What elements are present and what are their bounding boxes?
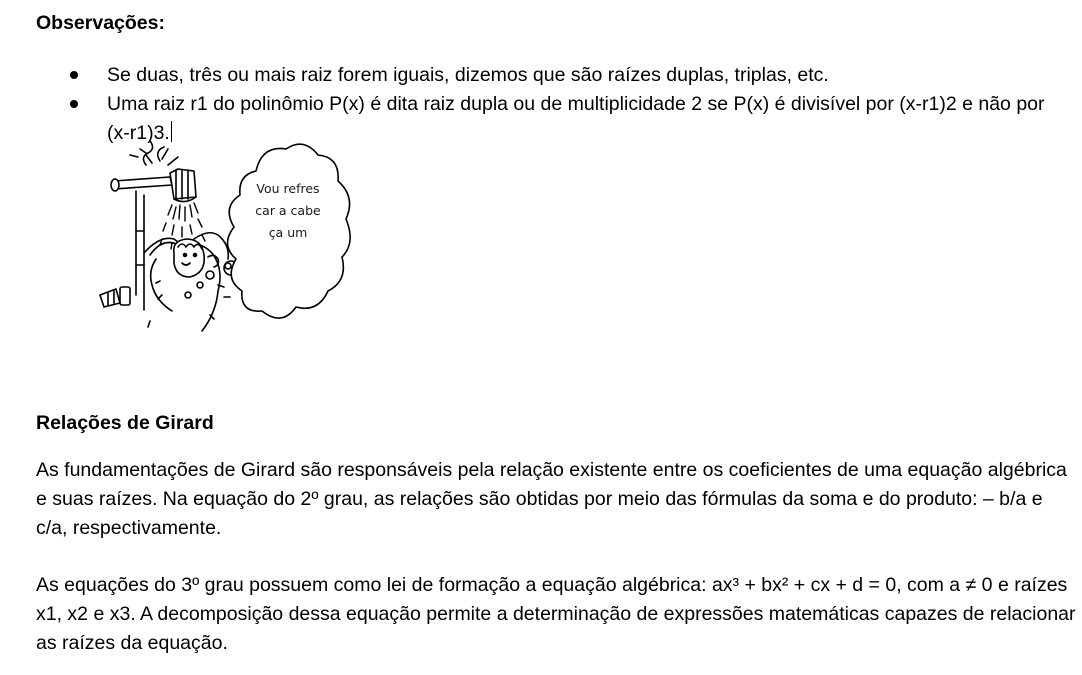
girard-heading: Relações de Girard [36,412,214,434]
paragraph: As equações do 3º grau possuem como lei de formação a equação algébrica: ax³ + bx² + cx + d = 0, com a ≠ 0 e raízes x1, x2 e x3. A decomposição dessa equação permite a determinação de expressões matemáticas capazes de relacionar as raízes da equação. [36,574,1076,654]
bullet-icon [70,71,78,79]
bullet-text: Uma raiz r1 do polinômio P(x) é dita raiz dupla ou de multiplicidade 2 se P(x) é divisível por (x-r1)2 e não por (x-r1)3. [107,93,1045,144]
bullet-icon [70,100,78,108]
paragraph: As fundamentações de Girard são responsáveis pela relação existente entre os coeficientes de uma equação algébrica e suas raízes. Na equação do 2º grau, as relações são obtidas por meio das fórmulas da soma e do produto: – b/a e c/a, respectivamente. [36,459,1067,539]
observacoes-heading: Observações: [36,12,165,34]
list-item [0,61,1082,90]
bullet-text: Se duas, três ou mais raiz forem iguais, dizemos que são raízes duplas, triplas, etc. [107,64,829,86]
thought-bubble-text: Vou refrescar a cabeça um [255,181,321,240]
